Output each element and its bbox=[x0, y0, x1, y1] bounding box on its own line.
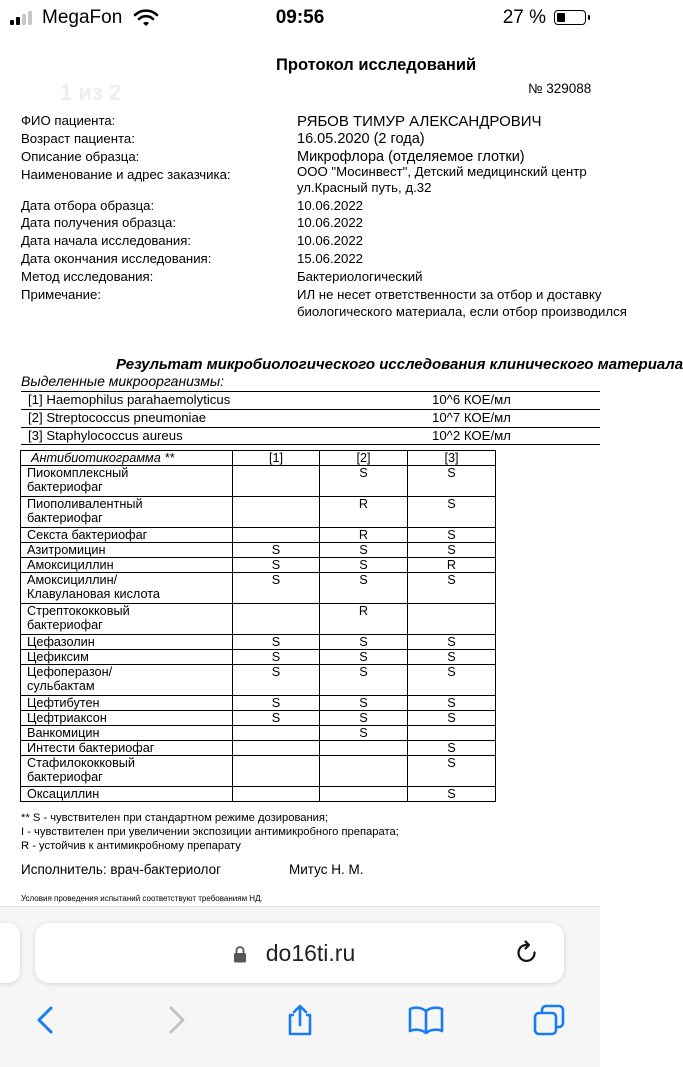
result-cell: R bbox=[320, 604, 408, 635]
result-cell bbox=[233, 466, 320, 497]
address-bar[interactable] bbox=[35, 923, 564, 983]
result-cell bbox=[233, 604, 320, 635]
header-organism-1: [1] bbox=[233, 451, 320, 466]
result-cell bbox=[233, 528, 320, 543]
reload-icon[interactable] bbox=[513, 939, 541, 967]
table-row bbox=[21, 604, 496, 635]
antibiotic-name: Цефазолин bbox=[21, 635, 233, 650]
clock: 09:56 bbox=[275, 7, 325, 28]
antibiotic-name: Цефиксим bbox=[21, 650, 233, 665]
table-row bbox=[21, 635, 496, 650]
result-cell: S bbox=[408, 497, 496, 528]
result-cell: S bbox=[320, 543, 408, 558]
result-cell: S bbox=[320, 635, 408, 650]
executor-label: Исполнитель: врач-бактериолог bbox=[21, 862, 222, 877]
result-cell: S bbox=[408, 635, 496, 650]
header-organism-3: [3] bbox=[408, 451, 496, 466]
result-cell: S bbox=[233, 665, 320, 696]
field-value: ИЛ не несет ответственности за отбор и доставку bbox=[297, 287, 602, 302]
result-cell bbox=[408, 604, 496, 635]
antibiotic-name: Цефоперазон/ сульбактам bbox=[21, 665, 233, 696]
antibiotic-name: Пиокомплексный бактериофаг bbox=[21, 466, 233, 497]
forward-icon[interactable] bbox=[159, 1003, 193, 1037]
page-indicator: 1 из 2 bbox=[60, 80, 122, 105]
organism-row bbox=[21, 409, 600, 426]
result-cell: S bbox=[233, 573, 320, 604]
result-cell: S bbox=[320, 558, 408, 573]
result-cell bbox=[320, 787, 408, 802]
table-row bbox=[21, 787, 496, 802]
result-cell: S bbox=[408, 573, 496, 604]
executor-name: Митус Н. М. bbox=[289, 862, 364, 877]
field-value: Бактериологический bbox=[297, 269, 423, 284]
antibiotic-name: Стафилококковый бактериофаг bbox=[21, 756, 233, 787]
share-icon[interactable] bbox=[283, 1003, 317, 1037]
result-cell: S bbox=[320, 573, 408, 604]
battery-percent: 27 % bbox=[502, 7, 546, 28]
antibiotic-name: Секста бактериофаг bbox=[21, 528, 233, 543]
field-label: Примечание: bbox=[21, 287, 101, 302]
result-cell: S bbox=[233, 635, 320, 650]
result-cell bbox=[320, 756, 408, 787]
field-label: Дата получения образца: bbox=[21, 215, 177, 230]
result-cell: S bbox=[408, 787, 496, 802]
result-cell bbox=[233, 741, 320, 756]
result-cell: S bbox=[408, 665, 496, 696]
antibiotic-name: Цефтибутен bbox=[21, 696, 233, 711]
header-organism-2: [2] bbox=[320, 451, 408, 466]
table-row bbox=[21, 665, 496, 696]
field-label: ФИО пациента: bbox=[21, 113, 116, 128]
field-value: 16.05.2020 (2 года) bbox=[297, 131, 425, 147]
footnote: I - чувствителен при увеличении экспозиции антимикробного препарата; bbox=[21, 826, 399, 838]
table-row bbox=[21, 726, 496, 741]
conditions-note: Условия проведения испытаний соответствуют требованиям НД. bbox=[21, 894, 263, 903]
field-value: 15.06.2022 bbox=[297, 251, 364, 266]
result-cell: S bbox=[233, 543, 320, 558]
field-value: Микрофлора (отделяемое глотки) bbox=[297, 149, 525, 165]
field-label: Возраст пациента: bbox=[21, 131, 135, 146]
organism-name: [1] Haemophilus parahaemolyticus bbox=[28, 392, 231, 407]
carrier-name: MegaFon bbox=[42, 7, 123, 28]
result-cell: S bbox=[320, 726, 408, 741]
antibiotic-name: Ванкомицин bbox=[21, 726, 233, 741]
result-cell bbox=[320, 741, 408, 756]
organism-name: [3] Staphylococcus aureus bbox=[28, 428, 183, 443]
field-value-line2: ул.Красный путь, д.32 bbox=[297, 180, 432, 195]
antibiotic-name: Амоксициллин bbox=[21, 558, 233, 573]
result-cell: R bbox=[320, 497, 408, 528]
table-row bbox=[21, 711, 496, 726]
antibiotic-name: Интести бактериофаг bbox=[21, 741, 233, 756]
footnote: ** S - чувствителен при стандартном режиме дозирования; bbox=[21, 812, 329, 824]
header-antibiotic: Антибиотикограмма ** bbox=[21, 451, 233, 466]
field-label: Описание образца: bbox=[21, 149, 140, 164]
result-cell: S bbox=[408, 696, 496, 711]
result-cell: R bbox=[408, 558, 496, 573]
result-cell bbox=[233, 497, 320, 528]
status-bar bbox=[0, 0, 600, 36]
result-cell: S bbox=[320, 650, 408, 665]
result-cell: S bbox=[320, 665, 408, 696]
url-text: do16ti.ru bbox=[265, 940, 356, 966]
antibiotic-name: Пиополивалентный бактериофаг bbox=[21, 497, 233, 528]
result-cell bbox=[233, 726, 320, 741]
organism-count: 10^7 КОЕ/мл bbox=[432, 410, 511, 425]
result-cell: S bbox=[408, 528, 496, 543]
antibiotic-name: Цефтриаксон bbox=[21, 711, 233, 726]
antibiotic-name: Стрептококковый бактериофаг bbox=[21, 604, 233, 635]
field-value: РЯБОВ ТИМУР АЛЕКСАНДРОВИЧ bbox=[297, 113, 542, 130]
result-cell: S bbox=[233, 711, 320, 726]
result-cell: S bbox=[320, 711, 408, 726]
result-cell: S bbox=[408, 466, 496, 497]
field-label: Дата начала исследования: bbox=[21, 233, 192, 248]
field-label: Метод исследования: bbox=[21, 269, 154, 284]
previous-tab-preview[interactable] bbox=[0, 923, 20, 983]
result-cell bbox=[408, 726, 496, 741]
table-row bbox=[21, 696, 496, 711]
result-cell: S bbox=[408, 650, 496, 665]
table-row bbox=[21, 573, 496, 604]
table-row bbox=[21, 558, 496, 573]
table-row bbox=[21, 756, 496, 787]
footnote: R - устойчив к антимикробному препарату bbox=[21, 840, 241, 852]
table-row bbox=[21, 497, 496, 528]
organism-row bbox=[21, 391, 600, 408]
results-title: Результат микробиологического исследования клинического материала bbox=[116, 356, 683, 373]
bookmarks-icon[interactable] bbox=[407, 1003, 445, 1037]
result-cell: R bbox=[320, 528, 408, 543]
table-header bbox=[21, 451, 496, 466]
browser-toolbar bbox=[0, 906, 600, 1067]
document-number: № 329088 bbox=[528, 81, 592, 96]
result-cell: S bbox=[233, 650, 320, 665]
antibiogram-table bbox=[20, 450, 496, 802]
field-value: 10.06.2022 bbox=[297, 233, 364, 248]
tabs-icon[interactable] bbox=[532, 1003, 566, 1037]
result-cell: S bbox=[408, 711, 496, 726]
table-row bbox=[21, 650, 496, 665]
back-icon[interactable] bbox=[29, 1003, 63, 1037]
result-cell bbox=[233, 756, 320, 787]
table-row bbox=[21, 741, 496, 756]
field-label: Дата окончания исследования: bbox=[21, 251, 212, 266]
result-cell bbox=[233, 787, 320, 802]
organism-row bbox=[21, 427, 600, 445]
table-row bbox=[21, 543, 496, 558]
antibiotic-name: Оксациллин bbox=[21, 787, 233, 802]
table-row bbox=[21, 528, 496, 543]
result-cell: S bbox=[320, 466, 408, 497]
organism-count: 10^2 КОЕ/мл bbox=[432, 428, 511, 443]
field-value: 10.06.2022 bbox=[297, 198, 364, 213]
antibiotic-name: Азитромицин bbox=[21, 543, 233, 558]
field-label: Наименование и адрес заказчика: bbox=[21, 167, 231, 182]
result-cell: S bbox=[320, 696, 408, 711]
field-value: ООО "Мосинвест", Детский медицинский центр bbox=[297, 164, 587, 179]
result-cell: S bbox=[233, 558, 320, 573]
result-cell: S bbox=[408, 756, 496, 787]
table-row bbox=[21, 466, 496, 497]
organisms-heading: Выделенные микроорганизмы: bbox=[21, 373, 225, 389]
result-cell: S bbox=[233, 696, 320, 711]
result-cell: S bbox=[408, 543, 496, 558]
organism-count: 10^6 КОЕ/мл bbox=[432, 392, 511, 407]
field-value: 10.06.2022 bbox=[297, 215, 364, 230]
battery-icon bbox=[554, 10, 586, 25]
document-title: Протокол исследований bbox=[276, 56, 477, 74]
field-label: Дата отбора образца: bbox=[21, 198, 155, 213]
result-cell: S bbox=[408, 741, 496, 756]
field-value-line2: биологического материала, если отбор производился bbox=[297, 304, 627, 319]
antibiotic-name: Амоксициллин/ Клавулановая кислота bbox=[21, 573, 233, 604]
organism-name: [2] Streptococcus pneumoniae bbox=[28, 410, 207, 425]
